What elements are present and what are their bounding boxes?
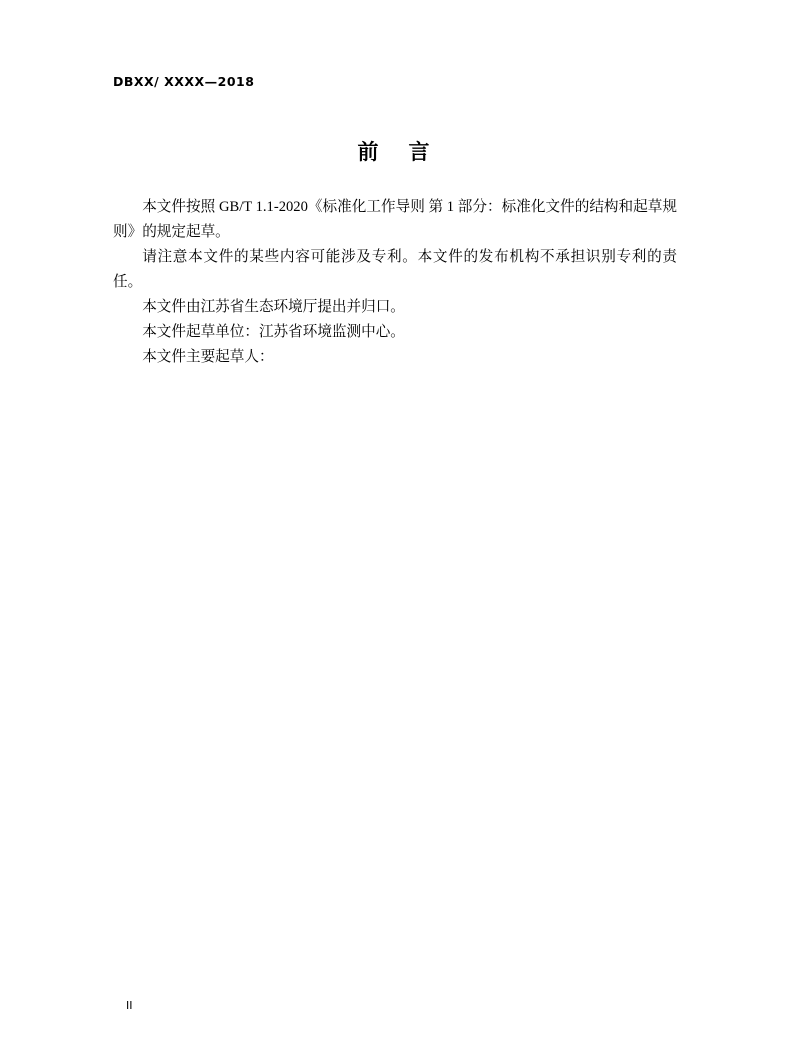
paragraph: 本文件主要起草人：	[142, 349, 274, 365]
paragraph: 本文件按照 GB/T 1.1-2020《标准化工作导则 第 1 部分：标准化文件的结构和起草规则》的规定起草。	[113, 199, 677, 240]
paragraph: 本文件由江苏省生态环境厅提出并归口。	[142, 299, 405, 315]
page-title: 前 言	[357, 140, 432, 164]
paragraph: 本文件起草单位：江苏省环境监测中心。	[142, 324, 405, 340]
document-header-code: DBXX/ XXXX—2018	[113, 74, 255, 89]
paragraph: 请注意本文件的某些内容可能涉及专利。本文件的发布机构不承担识别专利的责任。	[113, 249, 677, 290]
foreword-body	[113, 195, 677, 370]
page-number: II	[126, 999, 133, 1012]
